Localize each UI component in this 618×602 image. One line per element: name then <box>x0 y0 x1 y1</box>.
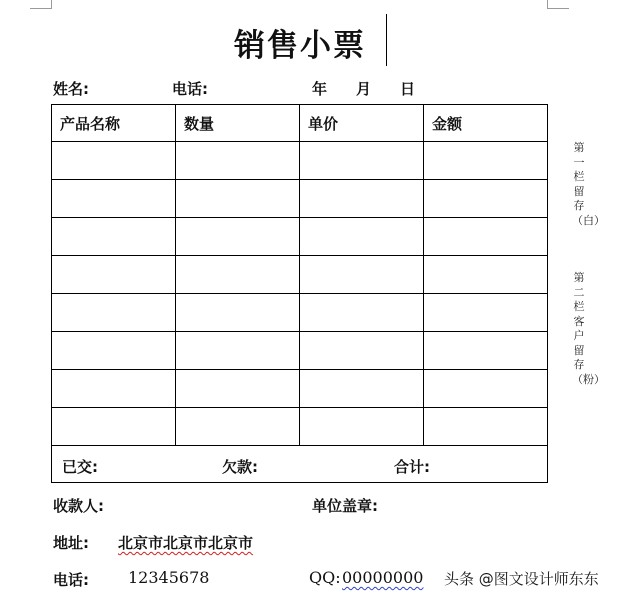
contact-phone-label: 电话: <box>53 571 89 589</box>
table-cell[interactable] <box>176 370 300 408</box>
table-row <box>52 408 548 446</box>
crop-mark-top-left-h <box>30 8 52 9</box>
table-cell[interactable] <box>52 218 176 256</box>
table-cell[interactable] <box>300 294 424 332</box>
table-cell[interactable] <box>176 218 300 256</box>
table-cell[interactable] <box>424 218 548 256</box>
payee-label: 收款人: <box>53 497 104 515</box>
table-cell[interactable] <box>52 294 176 332</box>
table-cell[interactable] <box>300 408 424 446</box>
table-row <box>52 256 548 294</box>
receipt-title: 销售小票 <box>234 28 366 64</box>
qq-label: QQ: <box>309 568 341 587</box>
text-cursor <box>386 14 387 66</box>
copy-note-pink: 第二栏客户留存（粉） <box>572 271 605 386</box>
table-cell[interactable] <box>176 408 300 446</box>
month-label: 月 <box>356 80 372 98</box>
table-summary-row <box>52 446 548 483</box>
day-label: 日 <box>400 80 416 98</box>
column-header-amount: 金额 <box>424 105 548 142</box>
table-row <box>52 370 548 408</box>
seal-label: 单位盖章: <box>312 497 378 515</box>
table-cell[interactable] <box>52 332 176 370</box>
contact-phone-value: 12345678 <box>128 568 210 587</box>
table-cell[interactable] <box>424 142 548 180</box>
phone-label: 电话: <box>172 80 208 98</box>
table-cell[interactable] <box>424 294 548 332</box>
table-row <box>52 218 548 256</box>
address-value: 北京市北京市北京市 <box>118 534 254 552</box>
table-cell[interactable] <box>52 142 176 180</box>
table-cell[interactable] <box>300 218 424 256</box>
table-cell[interactable] <box>300 370 424 408</box>
table-cell[interactable] <box>300 142 424 180</box>
table-cell[interactable] <box>424 180 548 218</box>
table-cell[interactable] <box>176 142 300 180</box>
table-cell[interactable] <box>176 180 300 218</box>
table-cell[interactable] <box>424 256 548 294</box>
item-table <box>51 104 548 483</box>
column-header-unit-price: 单价 <box>300 105 424 142</box>
summary-cell[interactable] <box>52 446 548 483</box>
table-cell[interactable] <box>424 408 548 446</box>
qq-value: 00000000 <box>342 568 424 587</box>
table-cell[interactable] <box>52 180 176 218</box>
table-cell[interactable] <box>300 332 424 370</box>
table-cell[interactable] <box>52 370 176 408</box>
table-cell[interactable] <box>176 256 300 294</box>
table-cell[interactable] <box>52 408 176 446</box>
address-label: 地址: <box>53 534 89 552</box>
crop-mark-top-right-h <box>547 8 569 9</box>
table-cell[interactable] <box>424 370 548 408</box>
owed-label: 欠款: <box>222 458 258 476</box>
table-row <box>52 142 548 180</box>
table-cell[interactable] <box>176 294 300 332</box>
table-cell[interactable] <box>52 256 176 294</box>
copy-note-white: 第一栏留存（白） <box>572 141 605 227</box>
watermark-text: 头条 @图文设计师东东 <box>444 570 599 588</box>
paid-label: 已交: <box>62 458 98 476</box>
table-cell[interactable] <box>300 180 424 218</box>
table-cell[interactable] <box>424 332 548 370</box>
column-header-quantity: 数量 <box>176 105 300 142</box>
column-header-product: 产品名称 <box>52 105 176 142</box>
table-row <box>52 294 548 332</box>
year-label: 年 <box>312 80 328 98</box>
table-header-row <box>52 105 548 142</box>
table-row <box>52 332 548 370</box>
table-cell[interactable] <box>300 256 424 294</box>
name-label: 姓名: <box>53 80 89 98</box>
total-label: 合计: <box>394 458 430 476</box>
table-cell[interactable] <box>176 332 300 370</box>
table-row <box>52 180 548 218</box>
